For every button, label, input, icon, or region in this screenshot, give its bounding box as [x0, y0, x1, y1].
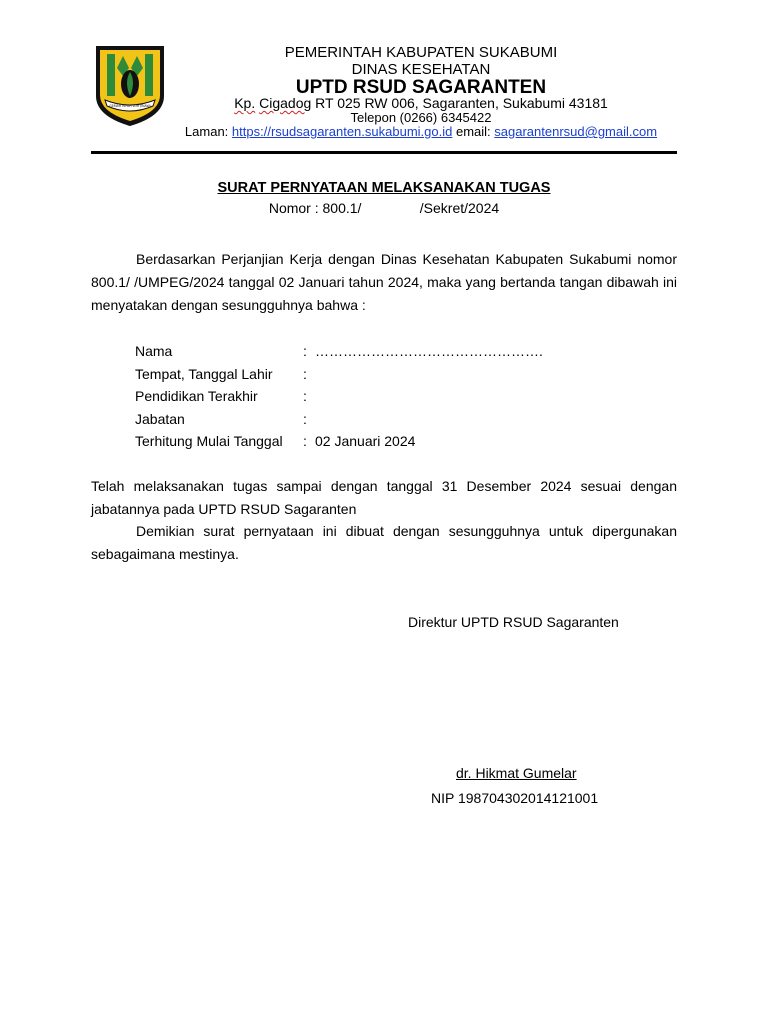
field-colon: :: [303, 366, 307, 382]
field-label: Pendidikan Terakhir: [135, 388, 258, 404]
document-number: Nomor : 800.1/ /Sekret/2024: [268, 200, 500, 216]
field-label: Jabatan: [135, 411, 185, 427]
document-title: SURAT PERNYATAAN MELAKSANAKAN TUGAS: [217, 180, 551, 196]
field-colon: :: [303, 433, 307, 449]
field-label: Nama: [135, 343, 173, 359]
letterhead-institution: UPTD RSUD SAGARANTEN: [295, 77, 547, 98]
field-colon: :: [303, 388, 307, 404]
email-link[interactable]: sagarantenrsud@gmail.com: [494, 124, 658, 139]
letterhead-divider: [91, 151, 677, 154]
field-value: ………………………………………….: [315, 343, 543, 359]
address-kp: Kp.: [234, 95, 256, 111]
signatory-name: dr. Hikmat Gumelar: [456, 765, 577, 781]
emblem-motto: GEMAH RIPAH LOH JINAWI: [109, 104, 151, 108]
address-rest: RT 025 RW 006, Sagaranten, Sukabumi 43181: [315, 95, 608, 111]
letterhead-government: PEMERINTAH KABUPATEN SUKABUMI: [284, 44, 558, 61]
letterhead-department: DINAS KESEHATAN: [351, 61, 491, 78]
email-label: email:: [455, 124, 491, 139]
field-row-jabatan: [135, 408, 315, 430]
laman-label: Laman:: [184, 124, 229, 139]
letterhead-address: [0, 95, 768, 111]
website-link[interactable]: https://rsudsagaranten.sukabumi.go.id: [231, 124, 453, 139]
opening-paragraph: Berdasarkan Perjanjian Kerja dengan Dinas Kesehatan Kabupaten Sukabumi nomor 800.1/ /UMPEG/2024 tanggal 02 Januari tahun 2024, maka yang bertanda tangan dibawah ini menyatakan dengan sesungguhnya bahwa :: [91, 251, 677, 313]
field-colon: :: [303, 411, 307, 427]
field-row-pendidikan: [135, 385, 315, 407]
field-label: Tempat, Tanggal Lahir: [135, 366, 273, 382]
field-row-ttl: [135, 363, 315, 385]
field-row-tmt: [135, 430, 415, 452]
letterhead-phone: Telepon (0266) 6345422: [350, 110, 492, 125]
field-colon: :: [303, 343, 307, 359]
signatory-nip: NIP 198704302014121001: [431, 790, 599, 806]
field-row-nama: [135, 340, 543, 362]
statement-paragraph: Telah melaksanakan tugas sampai dengan tanggal 31 Desember 2024 sesuai dengan jabatannya pada UPTD RSUD Sagaranten: [91, 478, 677, 517]
field-value: 02 Januari 2024: [315, 433, 416, 449]
letterhead-contact: [0, 124, 768, 139]
closing-paragraph: Demikian surat pernyataan ini dibuat dengan sesungguhnya untuk dipergunakan sebagaimana mestinya.: [91, 523, 677, 562]
signatory-title: Direktur UPTD RSUD Sagaranten: [408, 614, 619, 630]
address-place: Cigadog: [259, 95, 312, 111]
field-label: Terhitung Mulai Tanggal: [135, 433, 283, 449]
